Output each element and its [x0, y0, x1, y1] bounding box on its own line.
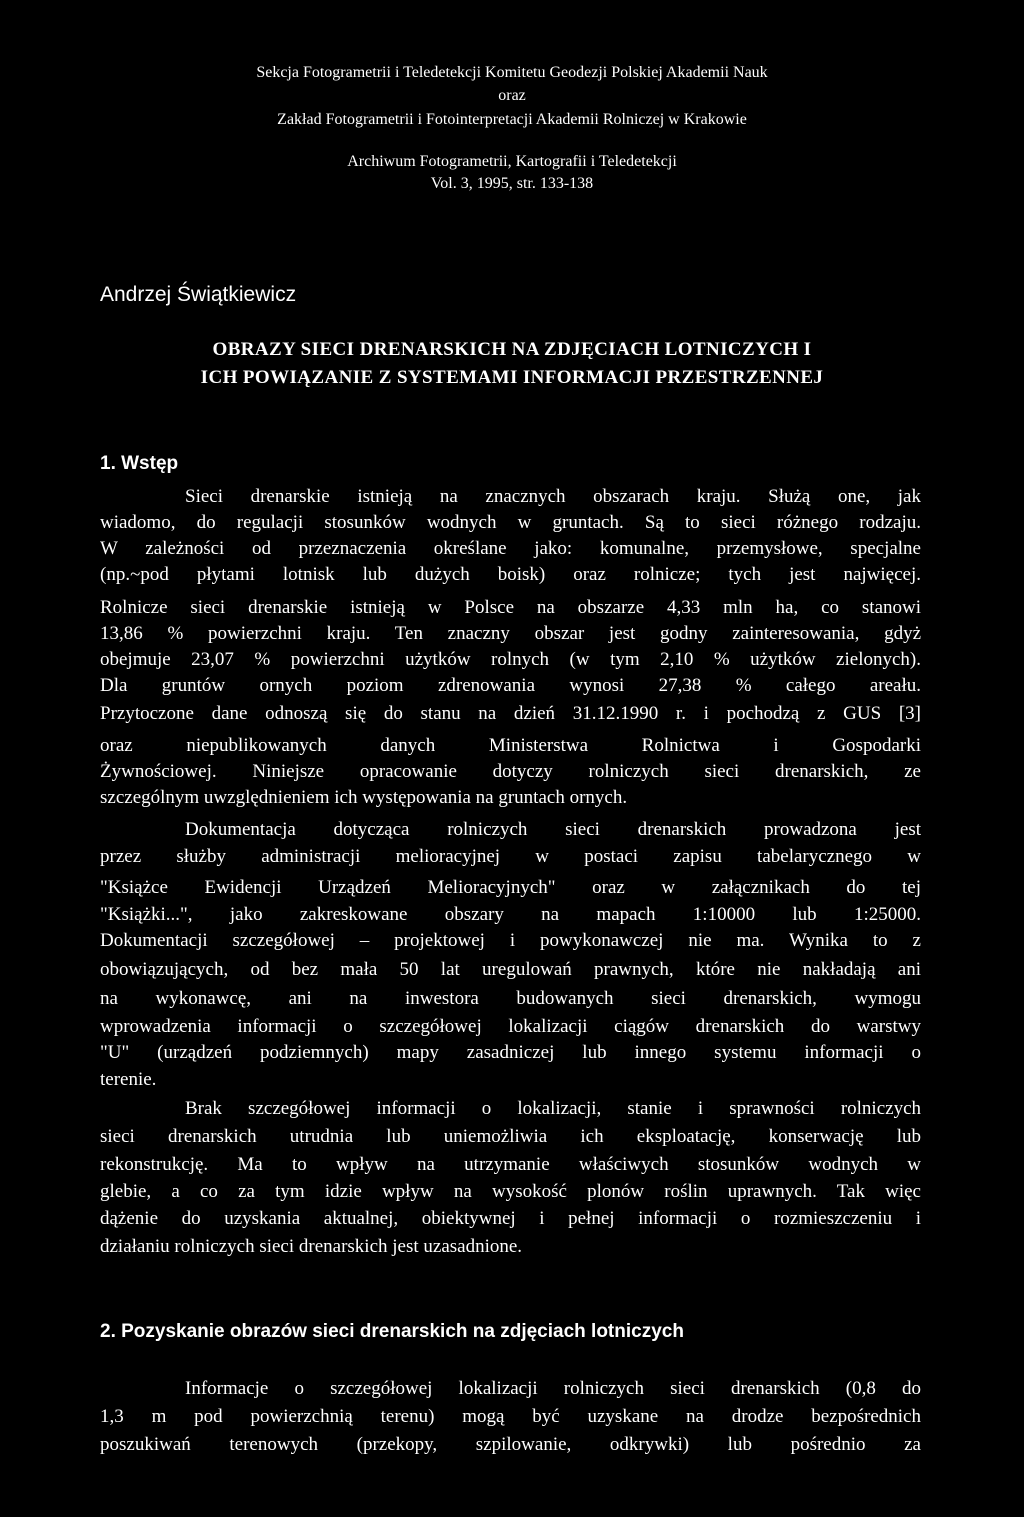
journal-volume: Vol. 3, 1995, str. 133-138 — [430, 175, 594, 192]
paragraph-line: obejmuje 23,07 % powierzchni użytków rolnych (w tym 2,10 % użytków zielonych). — [100, 649, 921, 670]
paragraph-line: dążenie do uzyskania aktualnej, obiektywnej i pełnej informacji o rozmieszczeniu i — [100, 1208, 921, 1229]
paragraph-line: działaniu rolniczych sieci drenarskich jest uzasadnione. — [100, 1236, 523, 1257]
paragraph-line: W zależności od przeznaczenia określane jako: komunalne, przemysłowe, specjalne — [100, 538, 921, 559]
paragraph-line: Dokumentacja dotycząca rolniczych sieci drenarskich prowadzona jest — [185, 819, 921, 840]
title-line-1: OBRAZY SIECI DRENARSKICH NA ZDJĘCIACH LOTNICZYCH I — [212, 339, 812, 360]
title-line-2: ICH POWIĄZANIE Z SYSTEMAMI INFORMACJI PRZESTRZENNEJ — [200, 367, 824, 388]
paragraph-line: szczególnym uwzględnieniem ich występowania na gruntach ornych. — [100, 787, 628, 808]
paragraph-line: Dokumentacji szczegółowej – projektowej i powykonawczej nie ma. Wynika to z — [100, 930, 921, 951]
paragraph-line: Informacje o szczegółowej lokalizacji rolniczych sieci drenarskich (0,8 do — [185, 1378, 921, 1399]
section-1-heading: 1. Wstęp — [100, 453, 179, 474]
paragraph-line: terenie. — [100, 1069, 157, 1090]
paragraph-line: Rolnicze sieci drenarskie istnieją w Polsce na obszarze 4,33 mln ha, co stanowi — [100, 597, 921, 618]
section-2-heading: 2. Pozyskanie obrazów sieci drenarskich na zdjęciach lotniczych — [100, 1321, 684, 1342]
paragraph-line: przez służby administracji melioracyjnej w postaci zapisu tabelarycznego w — [100, 846, 921, 867]
paragraph-line: sieci drenarskich utrudnia lub uniemożliwia ich eksploatację, konserwację lub — [100, 1126, 921, 1147]
paragraph-line: Przytoczone dane odnoszą się do stanu na dzień 31.12.1990 r. i pochodzą z GUS [3] — [100, 703, 921, 724]
paragraph-line: wiadomo, do regulacji stosunków wodnych w gruntach. Są to sieci różnego rodzaju. — [100, 512, 921, 533]
paragraph-line: Brak szczegółowej informacji o lokalizacji, stanie i sprawności rolniczych — [185, 1098, 921, 1119]
paragraph-line: 1,3 m pod powierzchnią terenu) mogą być uzyskane na drodze bezpośrednich — [100, 1406, 921, 1427]
paragraph-line: Żywnościowej. Niniejsze opracowanie dotyczy rolniczych sieci drenarskich, ze — [100, 761, 921, 782]
paragraph-line: 13,86 % powierzchni kraju. Ten znaczny obszar jest godny zainteresowania, gdyż — [100, 623, 921, 644]
paragraph-line: poszukiwań terenowych (przekopy, szpilowanie, odkrywki) lub pośrednio za — [100, 1434, 921, 1455]
paragraph-line: rekonstrukcję. Ma to wpływ na utrzymanie właściwych stosunków wodnych w — [100, 1154, 921, 1175]
paragraph-line: Dla gruntów ornych poziom zdrenowania wynosi 27,38 % całego areału. — [100, 675, 921, 696]
paragraph-line: Sieci drenarskie istnieją na znacznych obszarach kraju. Służą one, jak — [185, 486, 921, 507]
paragraph-line: "Książce Ewidencji Urządzeń Melioracyjnych" oraz w załącznikach do tej — [100, 877, 921, 898]
author-name: Andrzej Świątkiewicz — [100, 283, 297, 306]
paragraph-line: oraz niepublikowanych danych Ministerstwa Rolnictwa i Gospodarki — [100, 735, 921, 756]
paragraph-line: "U" (urządzeń podziemnych) mapy zasadniczej lub innego systemu informacji o — [100, 1042, 921, 1063]
header-line-1: Sekcja Fotogrametrii i Teledetekcji Komitetu Geodezji Polskiej Akademii Nauk — [256, 64, 768, 81]
paragraph-line: "Książki...", jako zakreskowane obszary na mapach 1:10000 lub 1:25000. — [100, 904, 921, 925]
paragraph-line: wprowadzenia informacji o szczegółowej lokalizacji ciągów drenarskich do warstwy — [100, 1016, 921, 1037]
paragraph-line: na wykonawcę, ani na inwestora budowanych sieci drenarskich, wymogu — [100, 988, 921, 1009]
journal-name: Archiwum Fotogrametrii, Kartografii i Teledetekcji — [347, 153, 677, 170]
paragraph-line: glebie, a co za tym idzie wpływ na wysokość plonów roślin uprawnych. Tak więc — [100, 1181, 921, 1202]
paragraph-line: (np.~pod płytami lotnisk lub dużych boisk) oraz rolnicze; tych jest najwięcej. — [100, 564, 921, 585]
paragraph-line: obowiązujących, od bez mała 50 lat uregulowań prawnych, które nie nakładają ani — [100, 959, 921, 980]
header-line-3: Zakład Fotogrametrii i Fotointerpretacji Akademii Rolniczej w Krakowie — [277, 111, 747, 128]
header-line-2: oraz — [498, 87, 526, 104]
